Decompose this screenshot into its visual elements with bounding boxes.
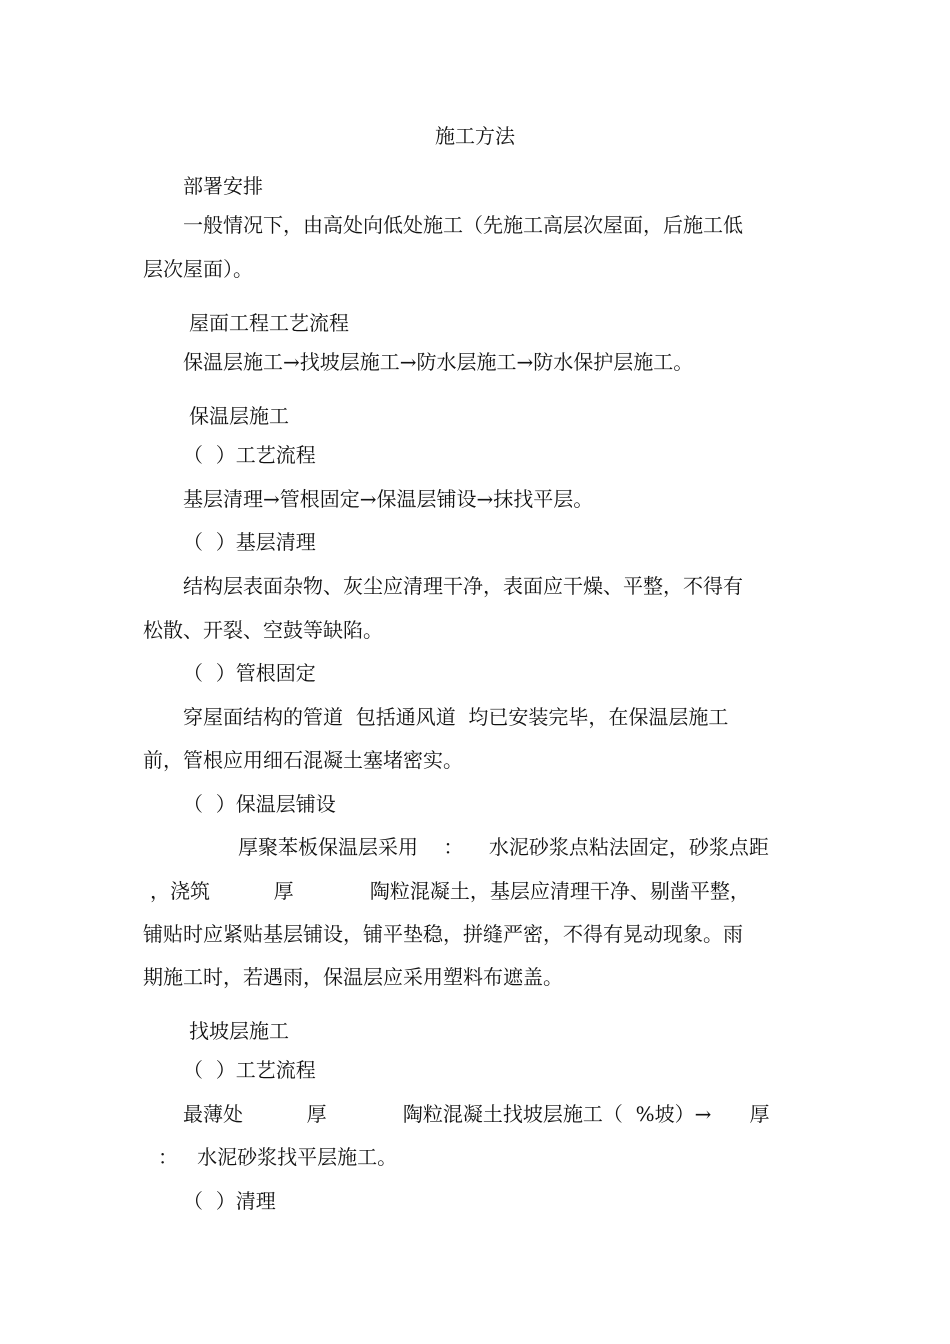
paragraph-line: ，浇筑 厚 陶粒混凝土，基层应清理干净、剔凿平整， — [150, 879, 750, 903]
subheading-clean: （ ）清理 — [183, 1189, 276, 1213]
subheading-laying: （ ）保温层铺设 — [183, 792, 336, 816]
subheading-process: （ ）工艺流程 — [183, 443, 316, 467]
paragraph-line: 穿屋面结构的管道 包括通风道 均已安装完毕，在保温层施工 — [183, 705, 729, 729]
page-title: 施工方法 — [435, 124, 515, 148]
paragraph-line: 最薄处 厚 陶粒混凝土找坡层施工（ %坡）→ 厚 — [183, 1102, 770, 1126]
paragraph-line: 结构层表面杂物、灰尘应清理干净，表面应干燥、平整，不得有 — [183, 574, 743, 598]
paragraph-line: 期施工时，若遇雨，保温层应采用塑料布遮盖。 — [143, 965, 563, 989]
paragraph-line: 铺贴时应紧贴基层铺设，铺平垫稳，拼缝严密，不得有晃动现象。雨 — [143, 922, 743, 946]
subheading-process: （ ）工艺流程 — [183, 1058, 316, 1082]
section-heading-deployment: 部署安排 — [183, 174, 263, 198]
paragraph-line: 厚聚苯板保温层采用 ： 水泥砂浆点粘法固定，砂浆点距 — [238, 835, 769, 859]
paragraph-line: 保温层施工→找坡层施工→防水层施工→防水保护层施工。 — [183, 350, 694, 374]
paragraph-line: 前，管根应用细石混凝土塞堵密实。 — [143, 748, 463, 772]
paragraph-line: 一般情况下，由高处向低处施工（先施工高层次屋面，后施工低 — [183, 213, 743, 237]
subheading-pipe: （ ）管根固定 — [183, 661, 316, 685]
paragraph-line: 松散、开裂、空鼓等缺陷。 — [143, 618, 383, 642]
paragraph-line: 基层清理→管根固定→保温层铺设→抹找平层。 — [183, 487, 594, 511]
section-heading-slope: 找坡层施工 — [189, 1019, 289, 1043]
subheading-cleaning: （ ）基层清理 — [183, 530, 316, 554]
paragraph-line: 层次屋面）。 — [143, 257, 253, 281]
section-heading-insulation: 保温层施工 — [189, 404, 289, 428]
paragraph-line: ： 水泥砂浆找平层施工。 — [158, 1145, 398, 1169]
section-heading-roof-flow: 屋面工程工艺流程 — [189, 311, 349, 335]
